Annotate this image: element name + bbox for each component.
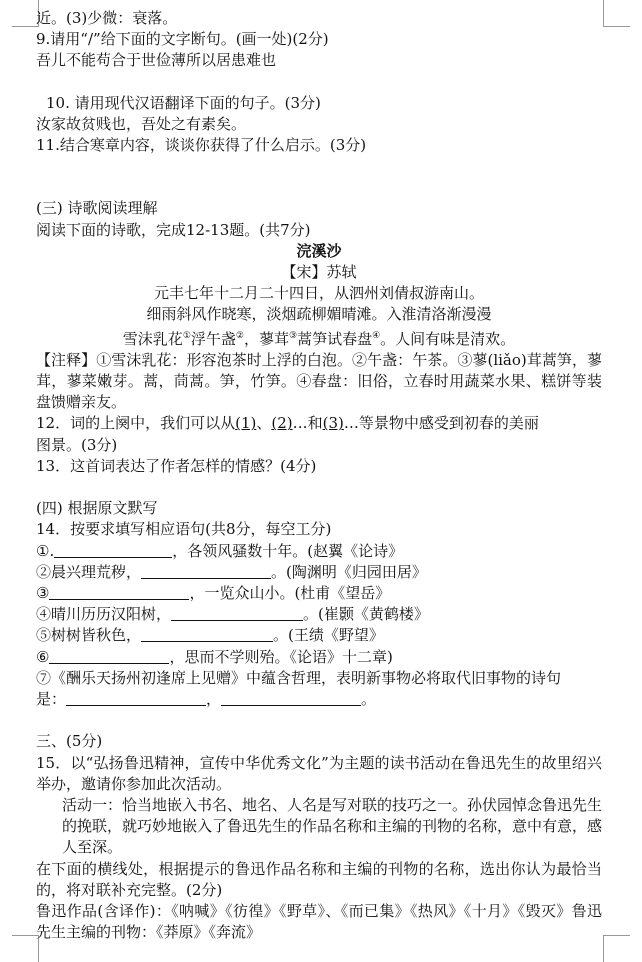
question-15: 15．以“弘扬鲁迅精神，宣传中华优秀文化”为主题的读书活动在鲁迅先生的故里绍兴举办，邀请你参加此次活动。 bbox=[36, 753, 602, 793]
answer-blank[interactable] bbox=[54, 542, 172, 558]
recite-item: ⑥ ，思而不学则殆。《论语》十二章) bbox=[36, 647, 393, 666]
poem-title: 浣溪沙 bbox=[296, 241, 342, 260]
answer-blank[interactable] bbox=[171, 605, 303, 621]
activity-text: 在下面的横线处，根据提示的鲁迅作品名称和主编的刊物的名称，选出你认为最恰当的，将对联补充完整。(2分) bbox=[36, 859, 602, 899]
answer-blank[interactable] bbox=[221, 690, 361, 706]
works-list: 鲁迅作品(含译作)：《呐喊》《彷徨》《野草》、《而已集》《热风》《十月》《毁灭》鲁迅先生主编的刊物：《莽原》《奔流》 bbox=[36, 902, 602, 942]
section-heading: (三) 诗歌阅读理解 bbox=[36, 199, 158, 218]
text-line: 汝家故贫贱也，吾处之有素矣。 bbox=[36, 115, 247, 133]
recite-item: ③ ，一览众山小。(杜甫《望岳》 bbox=[36, 584, 391, 603]
section-heading: 三、(5分) bbox=[36, 732, 103, 751]
answer-blank[interactable] bbox=[141, 563, 271, 579]
question-10: 10. 请用现代汉语翻译下面的句子。(3分) bbox=[46, 93, 321, 112]
page-corner-mark bbox=[603, 935, 630, 962]
page-corner-mark bbox=[603, 0, 630, 27]
question-9: 9.请用“/”给下面的文字断句。(画一处)(2分) bbox=[36, 30, 329, 49]
poem-author: 【宋】苏轼 bbox=[281, 263, 357, 282]
question-13: 13．这首词表达了作者怎样的情感？(4分) bbox=[36, 456, 317, 475]
text-line: 阅读下面的诗歌，完成12-13题。(共7分) bbox=[36, 220, 311, 239]
section-heading: (四) 根据原文默写 bbox=[36, 499, 158, 518]
question-11: 11.结合寒章内容，谈谈你获得了什么启示。(3分) bbox=[36, 136, 367, 155]
recite-item: ④晴川历历汉阳树， 。(崔颢《黄鹤楼》 bbox=[36, 605, 429, 624]
poem-notes: 【注释】①雪沫乳花：形容泡茶时上浮的白泡。②午盏：午茶。③蓼(liǎo)茸蒿笋，蓼茸，蓼菜嫩芽。蒿，茼蒿。笋，竹笋。④春盘：旧俗，立春时用蔬菜水果、糕饼等装盘馈赠亲友。 bbox=[36, 350, 602, 412]
recite-item: 是： ， 。 bbox=[36, 690, 377, 709]
answer-blank[interactable] bbox=[141, 626, 273, 642]
answer-blank[interactable] bbox=[49, 584, 189, 600]
answer-blank[interactable] bbox=[49, 648, 169, 664]
activity-text: 活动一：恰当地嵌入书名、地名、人名是写对联的技巧之一。孙伏园悼念鲁迅先生的挽联，就巧妙地嵌入了鲁迅先生的作品名称和主编的刊物的名称，意中有意，感人至深。 bbox=[62, 796, 603, 857]
poem-line: 雪沫乳花①浮午盏②，蓼茸③蒿笋试春盘④。人间有味是清欢。 bbox=[122, 329, 516, 348]
question-12: 12．词的上阕中，我们可以从(1)、(2)…和(3)…等景物中感受到初春的美丽 bbox=[36, 414, 539, 433]
page-corner-mark bbox=[12, 935, 39, 962]
recite-item: ①. ，各领风骚数十年。(赵翼《论诗》 bbox=[36, 541, 404, 560]
poem-preface: 元丰七年十二月二十四日，从泗州刘倩叔游南山。 bbox=[153, 284, 484, 303]
text-line: 吾儿不能苟合于世俭薄所以居患难也 bbox=[36, 51, 277, 70]
question-14: 14．按要求填写相应语句(共8分，每空工分) bbox=[36, 520, 332, 539]
recite-item: ⑦《酬乐天扬州初逢席上见赠》中蕴含哲理，表明新事物必将取代旧事物的诗句 bbox=[36, 668, 562, 687]
text-line: 图景。(3分) bbox=[36, 435, 118, 454]
answer-blank[interactable] bbox=[66, 690, 206, 706]
recite-item: ②晨兴理荒秽， 。(陶渊明《归园田居》 bbox=[36, 562, 427, 581]
text-line: 近。(3)少微：衰落。 bbox=[36, 9, 178, 27]
document-page bbox=[36, 8, 602, 943]
page-corner-mark bbox=[12, 0, 39, 27]
poem-line: 细雨斜风作晓寒，淡烟疏柳媚晴滩。入淮清洛渐漫漫 bbox=[146, 305, 492, 324]
recite-item: ⑤树树皆秋色， 。(王绩《野望》 bbox=[36, 626, 384, 645]
